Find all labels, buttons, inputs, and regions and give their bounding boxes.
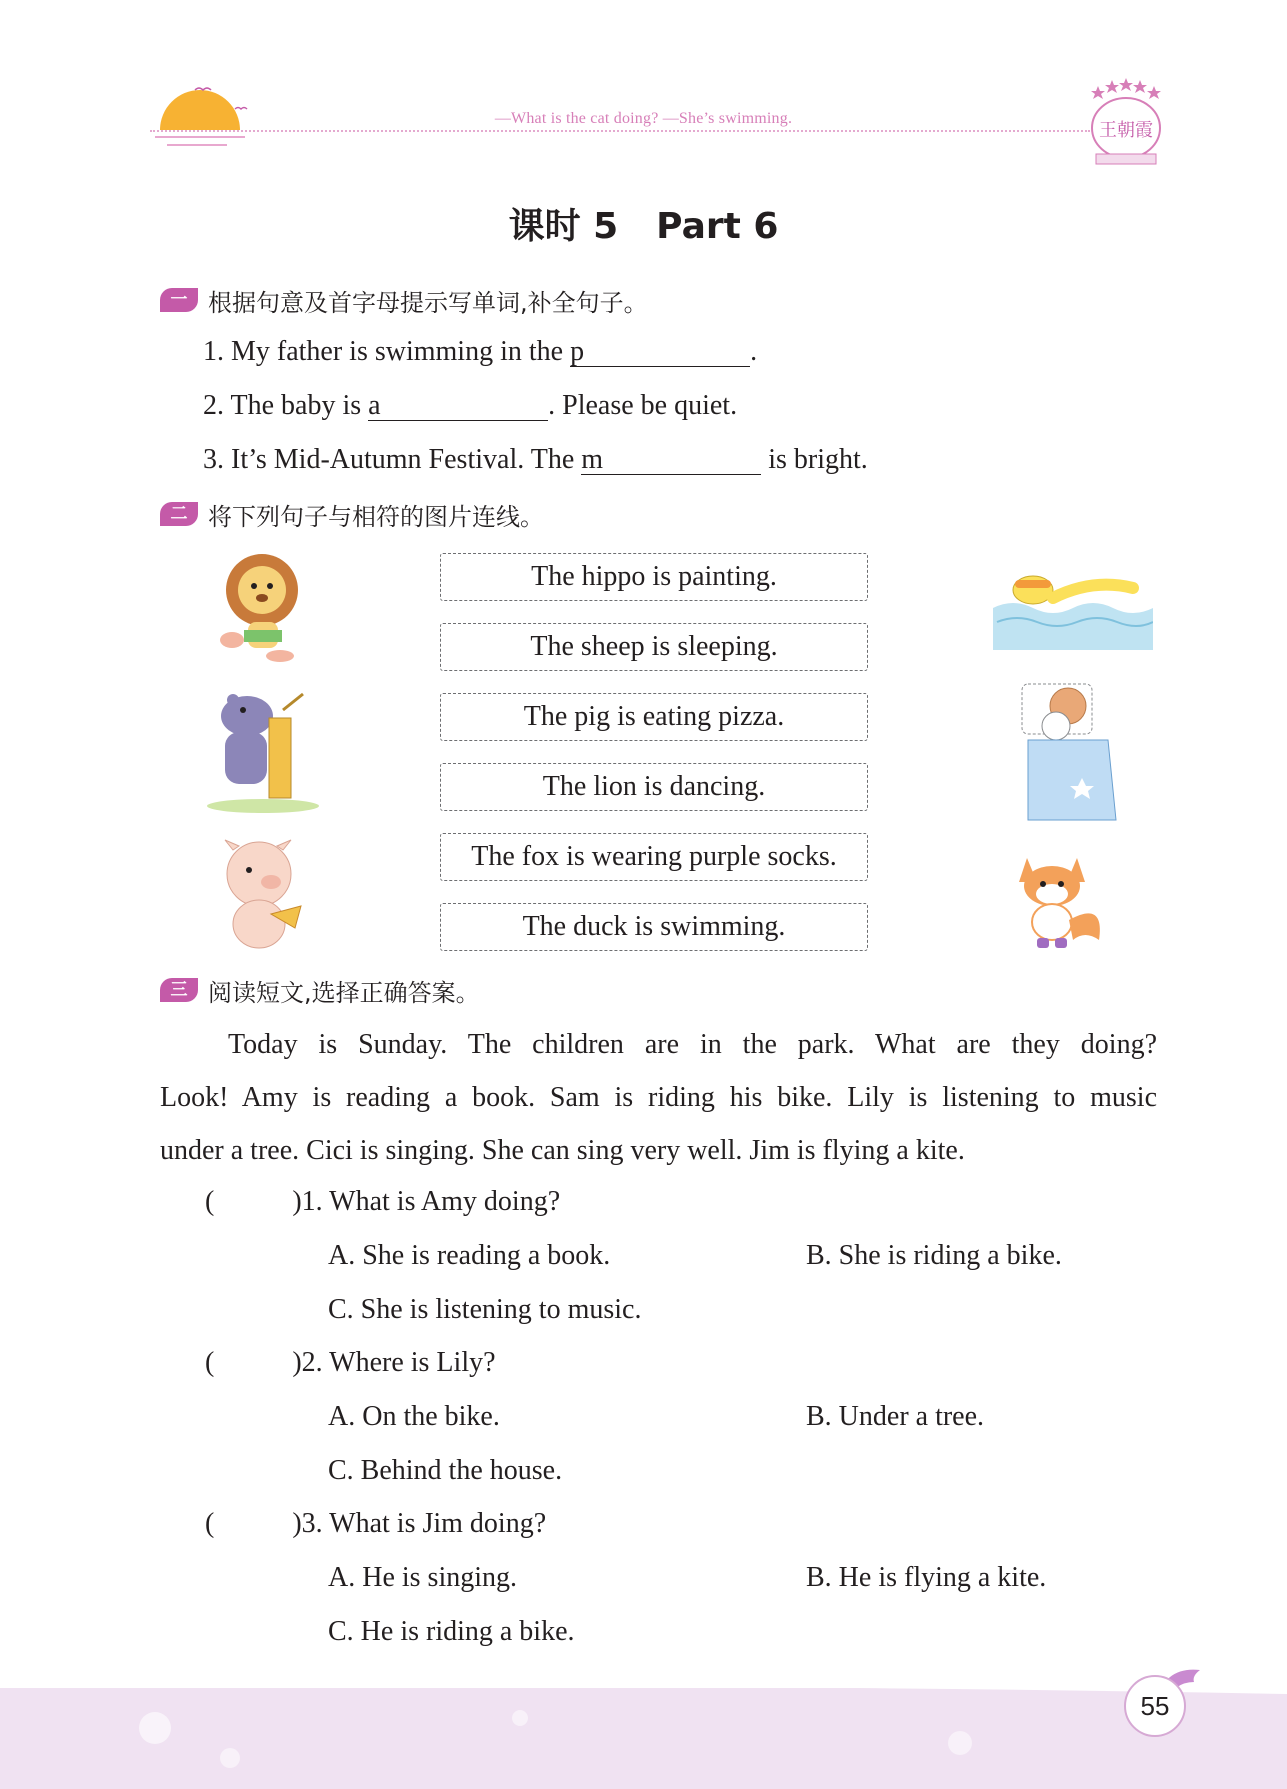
running-header: —What is the cat doing? —She’s swimming. bbox=[494, 110, 793, 127]
section-1-title: 根据句意及首字母提示写单词,补全句子。 bbox=[208, 288, 648, 317]
question-3 bbox=[205, 1508, 546, 1540]
passage-line-1: Today is Sunday. The children are in the park. What are they doing? bbox=[228, 1029, 1157, 1060]
answer-paren-close-2[interactable]: ) bbox=[292, 1347, 302, 1378]
fill-blank-item-1: 1. My father is swimming in the p . bbox=[203, 336, 758, 367]
part-label: Part 6 bbox=[656, 206, 779, 247]
section-3-badge: 三 bbox=[160, 978, 198, 1002]
match-sentence-1[interactable]: The hippo is painting. bbox=[440, 553, 868, 601]
fox-socks-icon[interactable] bbox=[1013, 850, 1111, 952]
passage-line-2: Look! Amy is reading a book. Sam is riding his bike. Lily is listening to music bbox=[160, 1082, 1157, 1113]
q2-option-c[interactable]: C. Behind the house. bbox=[328, 1455, 563, 1486]
section-2-header bbox=[160, 497, 544, 531]
answer-paren-open-2[interactable]: ( bbox=[205, 1347, 215, 1378]
lesson-label: 课时 5 bbox=[508, 206, 619, 247]
q1-option-b[interactable]: B. She is riding a bike. bbox=[806, 1240, 1062, 1271]
sheep-sleeping-icon[interactable] bbox=[1018, 680, 1122, 826]
passage-line-3: under a tree. Cici is singing. She can sing very well. Jim is flying a kite. bbox=[160, 1135, 965, 1166]
q3-option-a[interactable]: A. He is singing. bbox=[328, 1562, 517, 1593]
answer-blank-1[interactable]: p bbox=[570, 336, 750, 367]
q3-option-c[interactable]: C. He is riding a bike. bbox=[328, 1616, 575, 1647]
header-divider bbox=[150, 130, 1090, 132]
section-2-badge: 二 bbox=[160, 502, 198, 526]
question-2-text: 2. Where is Lily? bbox=[301, 1347, 496, 1378]
match-sentence-6[interactable]: The duck is swimming. bbox=[440, 903, 868, 951]
q2-option-a[interactable]: A. On the bike. bbox=[328, 1401, 500, 1432]
answer-paren-open-3[interactable]: ( bbox=[205, 1508, 215, 1539]
section-3-title: 阅读短文,选择正确答案。 bbox=[208, 978, 480, 1007]
section-2-title: 将下列句子与相符的图片连线。 bbox=[208, 502, 544, 531]
match-sentence-4[interactable]: The lion is dancing. bbox=[440, 763, 868, 811]
answer-paren-open-1[interactable]: ( bbox=[205, 1186, 215, 1217]
lion-dancing-icon[interactable] bbox=[210, 550, 314, 665]
question-1-text: 1. What is Amy doing? bbox=[301, 1186, 561, 1217]
answer-blank-2[interactable]: a bbox=[368, 390, 548, 421]
answer-paren-close-3[interactable]: ) bbox=[292, 1508, 302, 1539]
q1-option-c[interactable]: C. She is listening to music. bbox=[328, 1294, 642, 1325]
q2-option-b[interactable]: B. Under a tree. bbox=[806, 1401, 985, 1432]
answer-blank-3[interactable]: m bbox=[581, 444, 761, 475]
publisher-logo bbox=[1086, 76, 1166, 166]
question-1 bbox=[205, 1186, 560, 1218]
footer-band bbox=[0, 1688, 1287, 1789]
match-sentence-2[interactable]: The sheep is sleeping. bbox=[440, 623, 868, 671]
q3-option-b[interactable]: B. He is flying a kite. bbox=[806, 1562, 1047, 1593]
pig-eating-pizza-icon[interactable] bbox=[213, 836, 311, 951]
match-sentence-3[interactable]: The pig is eating pizza. bbox=[440, 693, 868, 741]
fill-blank-item-3: 3. It’s Mid-Autumn Festival. The m is bright. bbox=[203, 444, 868, 475]
answer-paren-close-1[interactable]: ) bbox=[292, 1186, 302, 1217]
section-1-badge: 一 bbox=[160, 288, 198, 312]
hippo-painting-icon[interactable] bbox=[203, 688, 321, 813]
match-sentence-5[interactable]: The fox is wearing purple socks. bbox=[440, 833, 868, 881]
section-3-header bbox=[160, 973, 480, 1007]
question-3-text: 3. What is Jim doing? bbox=[301, 1508, 547, 1539]
q1-option-a[interactable]: A. She is reading a book. bbox=[328, 1240, 611, 1271]
page-title bbox=[0, 198, 1287, 249]
question-2 bbox=[205, 1347, 496, 1379]
section-1-header bbox=[160, 283, 648, 317]
reading-passage bbox=[160, 1018, 1157, 1177]
svg-text:王朝霞: 王朝霞 bbox=[1099, 120, 1153, 141]
page-number: 55 bbox=[1124, 1675, 1186, 1737]
fill-blank-item-2: 2. The baby is a . Please be quiet. bbox=[203, 390, 738, 421]
duck-swimming-icon[interactable] bbox=[993, 548, 1153, 650]
